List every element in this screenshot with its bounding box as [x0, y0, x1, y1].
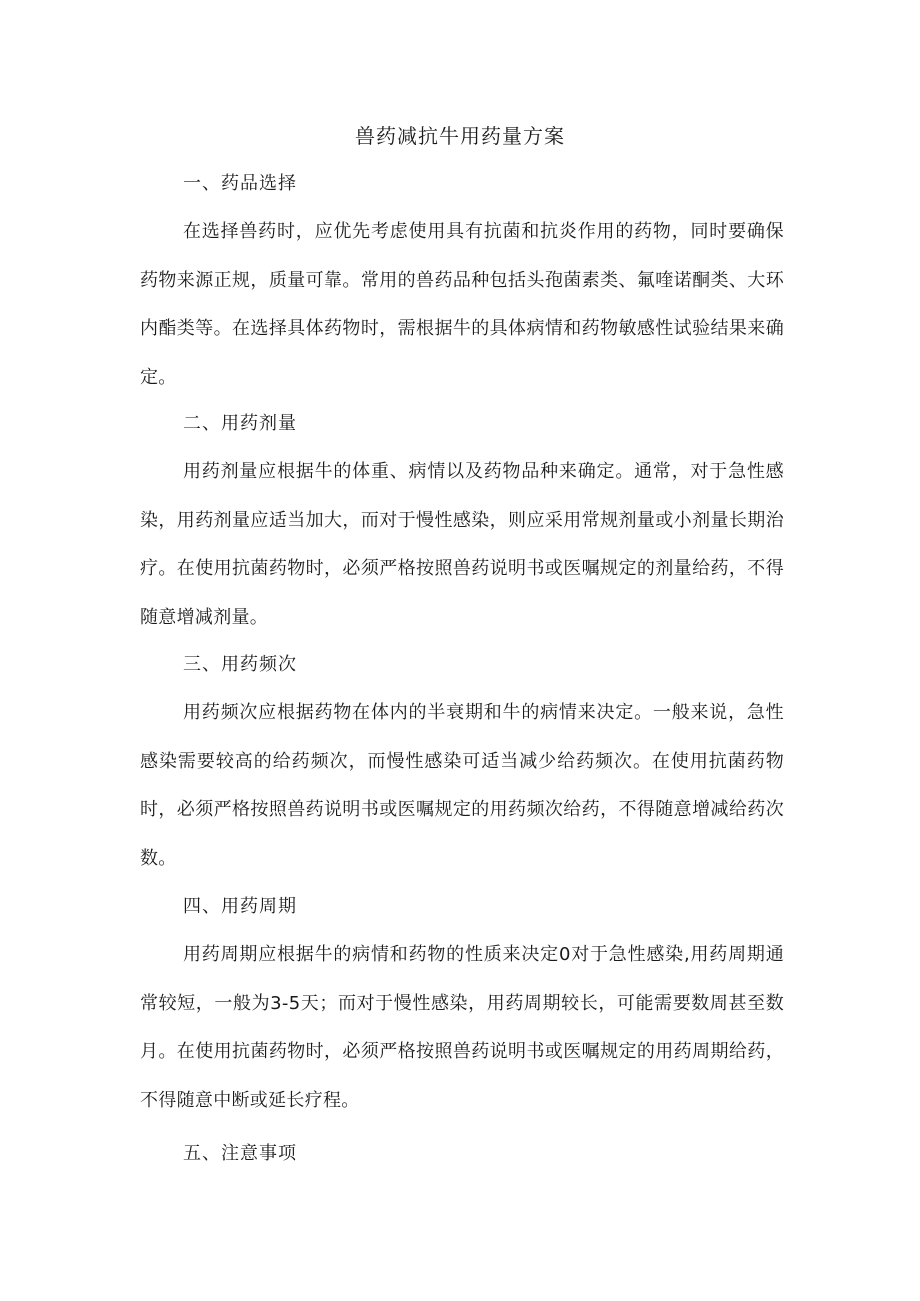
section-text-frequency: 用药频次应根据药物在体内的半衰期和牛的病情来决定。一般来说，急性感染需要较高的给药频次，而慢性感染可适当减少给药频次。在使用抗菌药物时，必须严格按照兽药说明书或医嘱规定的用药频次给药，不得随意增减给药次数。 — [140, 702, 784, 869]
section-heading-dosage: 二、用药剂量 — [183, 413, 297, 434]
section-text-drug-selection: 在选择兽药时，应优先考虑使用具有抗菌和抗炎作用的药物，同时要确保药物来源正规，质量可靠。常用的兽药品种包括头孢菌素类、氟喹诺酮类、大环内酯类等。在选择具体药物时，需根据牛的具体病情和药物敏感性试验结果来确定。 — [140, 221, 784, 388]
section-heading-drug-selection: 一、药品选择 — [183, 173, 297, 194]
section-heading-frequency: 三、用药频次 — [183, 654, 297, 675]
section-text-duration: 用药周期应根据牛的病情和药物的性质来决定0对于急性感染,用药周期通常较短，一般为3-5天；而对于慢性感染，用药周期较长，可能需要数周甚至数月。在使用抗菌药物时，必须严格按照兽药说明书或医嘱规定的用药周期给药，不得随意中断或延长疗程。 — [140, 944, 784, 1111]
section-heading-precautions: 五、注意事项 — [183, 1143, 297, 1164]
section-text-dosage: 用药剂量应根据牛的体重、病情以及药物品种来确定。通常，对于急性感染，用药剂量应适当加大，而对于慢性感染，则应采用常规剂量或小剂量长期治疗。在使用抗菌药物时，必须严格按照兽药说明书或医嘱规定的剂量给药，不得随意增减剂量。 — [140, 461, 784, 628]
document-title: 兽药减抗牛用药量方案 — [355, 124, 565, 148]
section-heading-duration: 四、用药周期 — [183, 896, 297, 917]
